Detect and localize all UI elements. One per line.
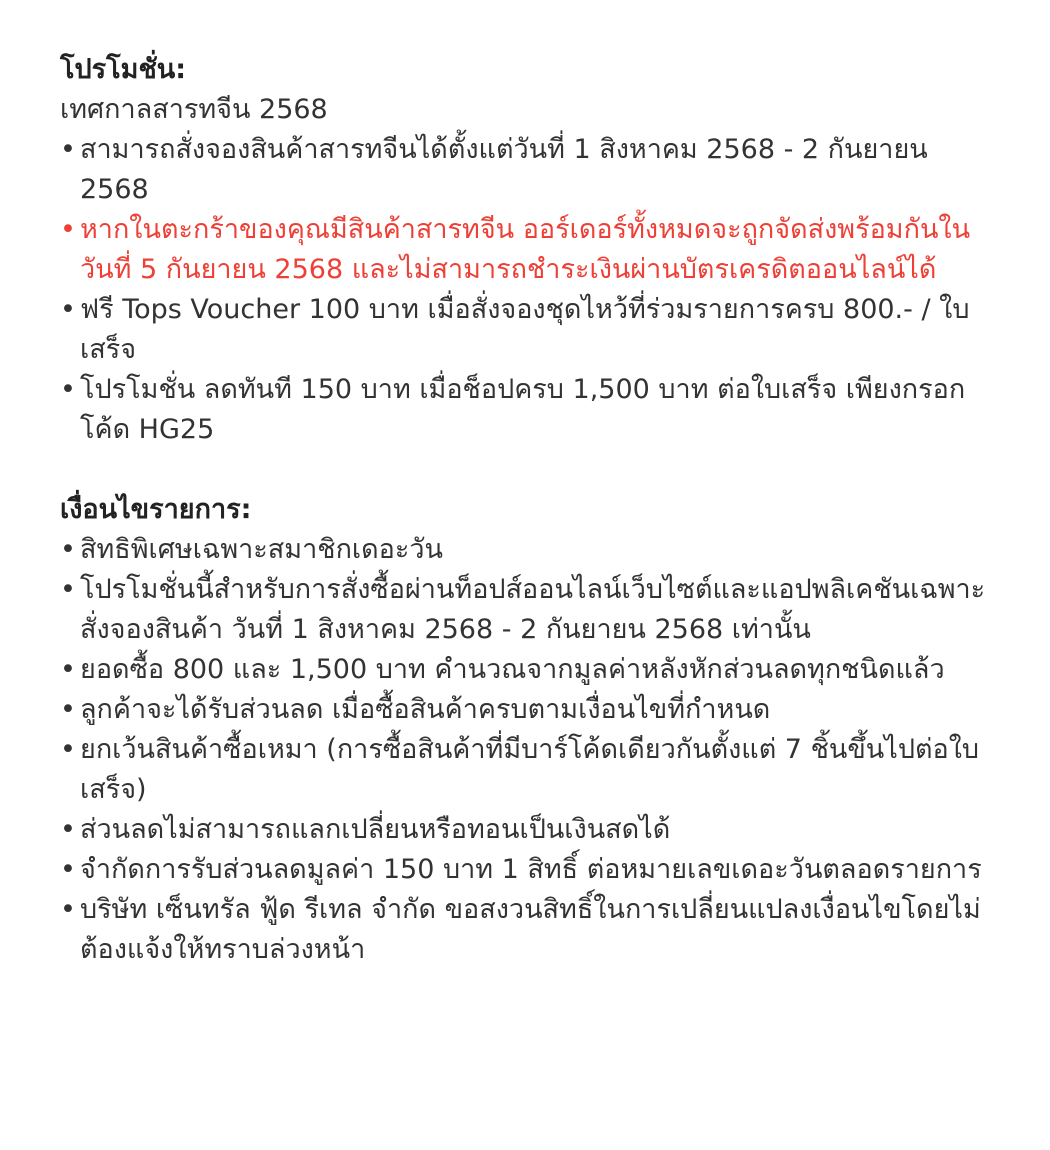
promotion-item-highlight (60, 210, 990, 290)
condition-item (60, 530, 990, 570)
condition-item (60, 890, 990, 970)
bullet-icon: • (60, 734, 76, 765)
conditions-title: เงื่อนไขรายการ: (60, 494, 252, 525)
promotion-item (60, 130, 990, 210)
condition-item-text: สิทธิพิเศษเฉพาะสมาชิกเดอะวัน (80, 534, 444, 565)
promotion-item-text: ฟรี Tops Voucher 100 บาท เมื่อสั่งจองชุดไหว้ที่ร่วมรายการครบ 800.- / ใบเสร็จ (80, 294, 970, 365)
bullet-icon: • (60, 534, 76, 565)
conditions-list (60, 530, 990, 970)
promotion-section (60, 50, 990, 450)
condition-item-text: ส่วนลดไม่สามารถแลกเปลี่ยนหรือทอนเป็นเงินสดได้ (80, 814, 671, 845)
promotion-item (60, 370, 990, 450)
condition-item-text: บริษัท เซ็นทรัล ฟู้ด รีเทล จำกัด ขอสงวนสิทธิ์ในการเปลี่ยนแปลงเงื่อนไขโดยไม่ต้องแจ้งให้ทราบล่วงหน้า (80, 894, 981, 965)
bullet-icon: • (60, 374, 76, 405)
bullet-icon: • (60, 134, 76, 165)
bullet-icon: • (60, 654, 76, 685)
bullet-icon: • (60, 214, 76, 245)
promotion-list (60, 130, 990, 450)
bullet-icon: • (60, 814, 76, 845)
promotion-item-text: สามารถสั่งจองสินค้าสารทจีนได้ตั้งแต่วันที่ 1 สิงหาคม 2568 - 2 กันยายน 2568 (80, 134, 928, 205)
condition-item-text: ลูกค้าจะได้รับส่วนลด เมื่อซื้อสินค้าครบตามเงื่อนไขที่กำหนด (80, 694, 771, 725)
bullet-icon: • (60, 854, 76, 885)
promotion-item (60, 290, 990, 370)
condition-item (60, 810, 990, 850)
condition-item (60, 690, 990, 730)
bullet-icon: • (60, 574, 76, 605)
condition-item (60, 570, 990, 650)
condition-item (60, 850, 990, 890)
condition-item-text: ยอดซื้อ 800 และ 1,500 บาท คำนวณจากมูลค่าหลังหักส่วนลดทุกชนิดแล้ว (80, 654, 945, 685)
condition-item-text: โปรโมชั่นนี้สำหรับการสั่งซื้อผ่านท็อปส์ออนไลน์เว็บไซต์และแอปพลิเคชันเฉพาะสั่งจองสินค้า วันที่ 1 สิงหาคม 2568 - 2 กันยายน 2568 เท่านั้น (80, 574, 986, 645)
condition-item (60, 730, 990, 810)
condition-item (60, 650, 990, 690)
condition-item-text: ยกเว้นสินค้าซื้อเหมา (การซื้อสินค้าที่มีบาร์โค้ดเดียวกันตั้งแต่ 7 ชิ้นขึ้นไปต่อใบเสร็จ) (80, 734, 980, 805)
condition-item-text: จำกัดการรับส่วนลดมูลค่า 150 บาท 1 สิทธิ์ ต่อหมายเลขเดอะวันตลอดรายการ (80, 854, 982, 885)
promotion-subtitle: เทศกาลสารทจีน 2568 (60, 94, 328, 125)
promotion-title: โปรโมชั่น: (60, 54, 187, 85)
promotion-item-text: โปรโมชั่น ลดทันที 150 บาท เมื่อช็อปครบ 1,500 บาท ต่อใบเสร็จ เพียงกรอกโค้ด HG25 (80, 374, 966, 445)
bullet-icon: • (60, 694, 76, 725)
bullet-icon: • (60, 894, 76, 925)
bullet-icon: • (60, 294, 76, 325)
conditions-section (60, 490, 990, 970)
promotion-item-text: หากในตะกร้าของคุณมีสินค้าสารทจีน ออร์เดอร์ทั้งหมดจะถูกจัดส่งพร้อมกันในวันที่ 5 กันยายน 2568 และไม่สามารถชำระเงินผ่านบัตรเครดิตออนไลน์ได้ (80, 214, 971, 285)
